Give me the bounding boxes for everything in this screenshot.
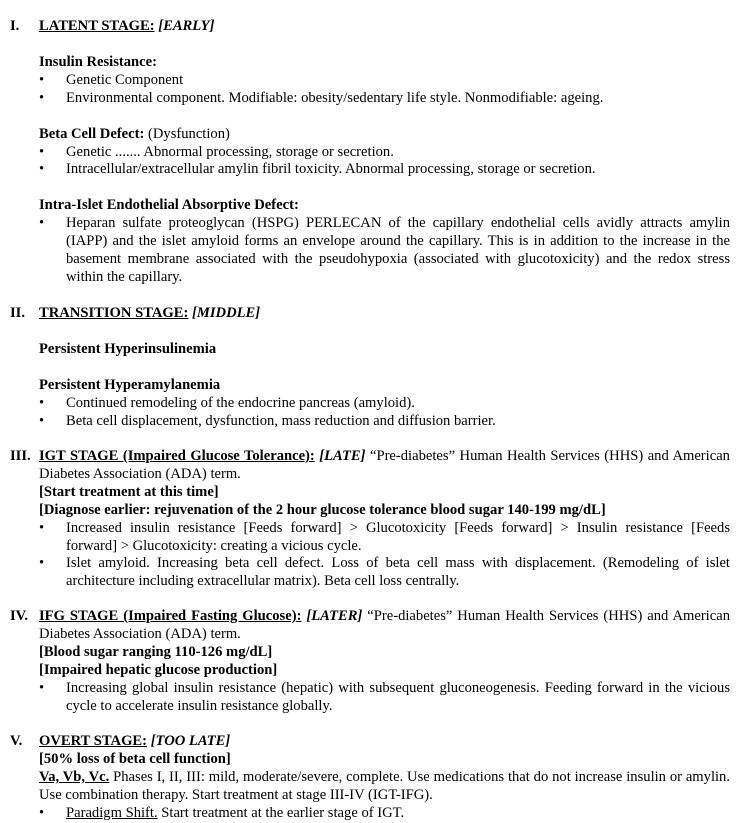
section-heading [0, 448, 730, 484]
section-heading [0, 733, 730, 751]
section-heading [0, 18, 730, 36]
section-tag: [EARLY] [158, 18, 215, 34]
list-item: • Continued remodeling of the endocrine pancreas (amyloid). [39, 394, 415, 411]
subheading-beta-cell-defect: Beta Cell Defect: (Dysfunction) [39, 125, 230, 142]
section-body [0, 751, 730, 823]
section-title: OVERT STAGE: [39, 733, 148, 749]
subheading-hyperinsulinemia: Persistent Hyperinsulinemia [39, 340, 217, 357]
list-item: • Increased insulin resistance [Feeds forward] > Glucotoxicity [Feeds forward] > Insulin resistance [Feeds forward] > Glucotoxicity: creating a vicious cycle. [39, 519, 730, 554]
section-tag: [LATER] [306, 608, 363, 624]
section-numeral: III. [10, 448, 31, 464]
list-item: • Beta cell displacement, dysfunction, mass reduction and diffusion barrier. [39, 412, 496, 429]
section-numeral: IV. [10, 608, 28, 624]
bullet-icon: • [39, 394, 45, 411]
bullet-list [39, 72, 730, 108]
section-body [0, 341, 730, 431]
section-tag: [LATE] [319, 448, 366, 464]
list-item: • Islet amyloid. Increasing beta cell defect. Loss of beta cell mass with displacement. (Remodeling of islet architecture including extracellular matrix). Beta cell loss centrally. [39, 555, 730, 590]
phase-label: Va, Vb, Vc. [39, 768, 110, 785]
list-item: • Genetic ....... Abnormal processing, storage or secretion. [39, 143, 394, 160]
bullet-icon: • [39, 89, 45, 106]
note: [Impaired hepatic glucose production] [39, 661, 278, 678]
bullet-icon: • [39, 679, 45, 696]
section-body [0, 484, 730, 591]
section-body [0, 54, 730, 287]
section-title: LATENT STAGE: [39, 18, 155, 34]
paradigm-shift-label: Paradigm Shift. [66, 804, 158, 821]
bullet-icon: • [39, 519, 45, 536]
subheading-insulin-resistance: Insulin Resistance: [39, 53, 157, 70]
phase-paragraph [39, 769, 730, 805]
section-ifg-stage [0, 608, 730, 715]
list-item: • Environmental component. Modifiable: obesity/sedentary life style. Nonmodifiable: ageing. [39, 89, 604, 106]
section-numeral: I. [10, 18, 20, 34]
section-title: TRANSITION STAGE: [39, 305, 189, 321]
bullet-icon: • [39, 412, 45, 429]
section-latent-stage [0, 18, 730, 287]
list-item: • Paradigm Shift. Start treatment at the earlier stage of IGT. [39, 804, 405, 821]
list-item: • Intracellular/extracellular amylin fibril toxicity. Abnormal processing, storage or secretion. [39, 161, 596, 178]
section-tag: [TOO LATE] [150, 733, 231, 749]
list-item: • Genetic Component [39, 71, 184, 88]
bullet-icon: • [39, 555, 45, 572]
section-intro: “Pre-diabetes” Human Health Services (HHS) and American Diabetes Association (ADA) term. [39, 608, 730, 642]
section-tag: [MIDDLE] [192, 305, 261, 321]
phase-text: Phases I, II, III: mild, moderate/severe, complete. Use medications that do not increase insulin or amylin. Use combination therapy. Start treatment at stage III-IV (IGT-IFG). [39, 768, 730, 803]
bullet-list [39, 395, 730, 431]
list-item: • Increasing global insulin resistance (hepatic) with subsequent gluconeogenesis. Feeding forward in the vicious cycle to accelerate insulin resistance globally. [39, 679, 730, 714]
note: [Start treatment at this time] [39, 483, 219, 500]
note: [Blood sugar ranging 110-126 mg/dL] [39, 643, 273, 660]
section-transition-stage [0, 305, 730, 431]
section-heading [0, 608, 730, 644]
section-body [0, 644, 730, 716]
section-heading [0, 305, 730, 323]
list-item: • Heparan sulfate proteoglycan (HSPG) PERLECAN of the capillary endothelial cells avidly attracts amylin (IAPP) and the islet amyloid forms an envelope around the capillary. This is in addition to the increase in the basement membrane associated with the pseudohypoxia (associated with glucotoxicity) and the redox stress within the capillary. [39, 215, 730, 285]
bullet-list [39, 680, 730, 716]
section-intro: “Pre-diabetes” Human Health Services (HHS) and American Diabetes Association (ADA) term. [39, 448, 730, 482]
bullet-icon: • [39, 804, 45, 821]
section-igt-stage [0, 448, 730, 591]
section-numeral: V. [10, 733, 23, 749]
bullet-list [39, 144, 730, 180]
note: [Diagnose earlier: rejuvenation of the 2 hour glucose tolerance blood sugar 140-199 mg/dL] [39, 501, 606, 518]
bullet-icon: • [39, 161, 45, 178]
section-overt-stage [0, 733, 730, 823]
bullet-icon: • [39, 143, 45, 160]
bullet-list [39, 215, 730, 287]
section-title: IFG STAGE (Impaired Fasting Glucose): [39, 608, 302, 624]
bullet-list [39, 520, 730, 592]
note: [50% loss of beta cell function] [39, 750, 231, 767]
bullet-icon: • [39, 71, 45, 88]
bullet-icon: • [39, 215, 45, 232]
section-title: IGT STAGE (Impaired Glucose Tolerance): [39, 448, 315, 464]
section-numeral: II. [10, 305, 26, 321]
subheading-hyperamylanemia: Persistent Hyperamylanemia [39, 376, 221, 393]
subheading-intra-islet-defect: Intra-Islet Endothelial Absorptive Defect: [39, 197, 299, 214]
